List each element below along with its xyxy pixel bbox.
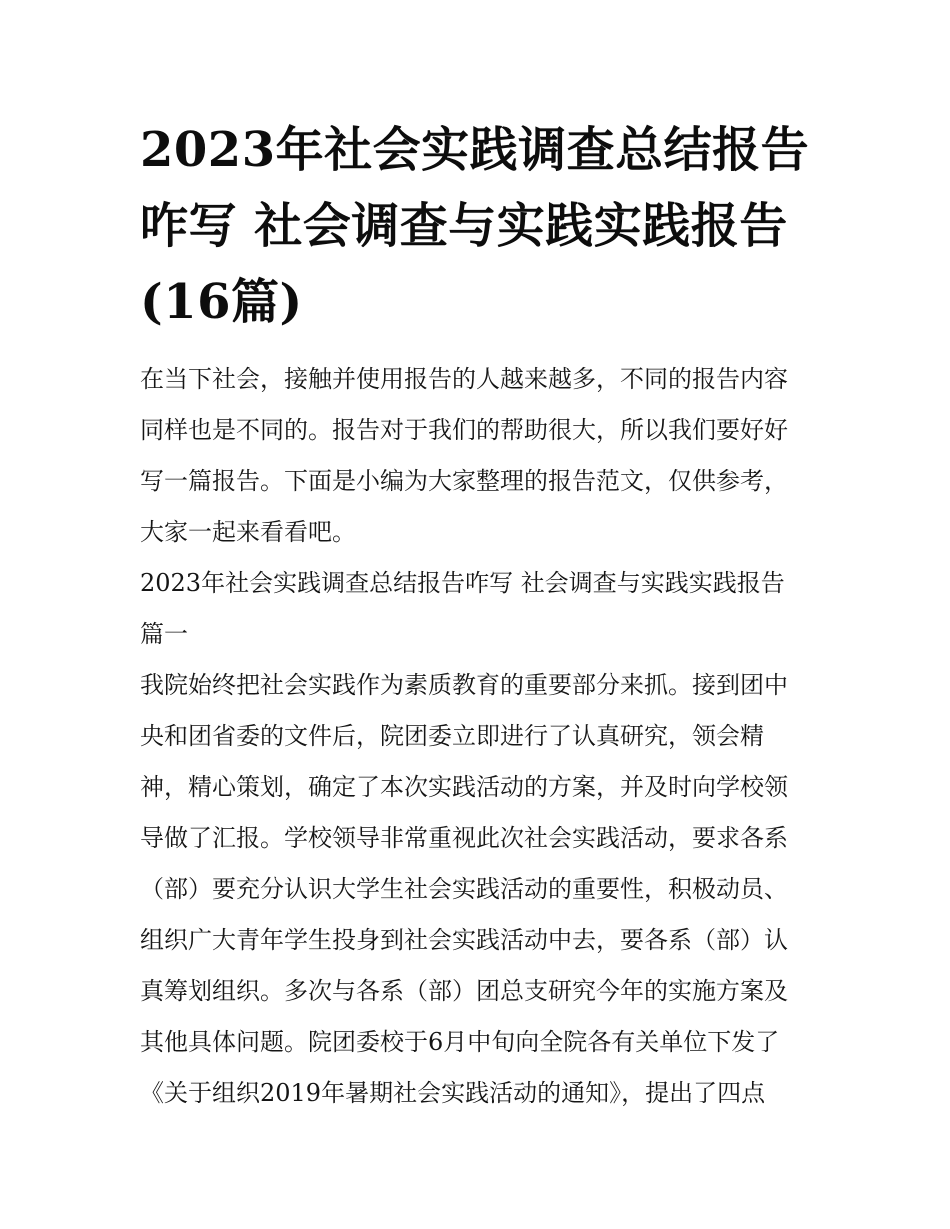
title-line: (16篇) [140, 274, 303, 330]
body-line: 组织广大青年学生投身到社会实践活动中去，要各系（部）认 [140, 926, 788, 954]
intro-line: 同样也是不同的。报告对于我们的帮助很大，所以我们要好好 [140, 416, 788, 444]
body-line: 我院始终把社会实践作为素质教育的重要部分来抓。接到团中 [140, 671, 788, 699]
document-title [140, 112, 820, 340]
intro-line: 大家一起来看看吧。 [140, 518, 356, 546]
body-line: 《关于组织2019年暑期社会实践活动的通知》，提出了四点 [140, 1079, 766, 1107]
intro-line: 写一篇报告。下面是小编为大家整理的报告范文，仅供参考， [140, 467, 788, 495]
document-page [140, 112, 820, 1119]
body-line: 央和团省委的文件后，院团委立即进行了认真研究，领会精 [140, 722, 764, 750]
section-heading [140, 558, 820, 660]
title-line: 2023年社会实践调查总结报告 [140, 122, 810, 178]
section-heading-line: 2023年社会实践调查总结报告咋写 社会调查与实践实践报告 [140, 569, 785, 597]
body-paragraph [140, 660, 820, 1119]
body-line: 真筹划组织。多次与各系（部）团总支研究今年的实施方案及 [140, 977, 788, 1005]
section-heading-line: 篇一 [140, 620, 188, 648]
intro-line: 在当下社会，接触并使用报告的人越来越多，不同的报告内容 [140, 365, 788, 393]
body-line: （部）要充分认识大学生社会实践活动的重要性，积极动员、 [140, 875, 788, 903]
body-line: 其他具体问题。院团委校于6月中旬向全院各有关单位下发了 [140, 1028, 780, 1056]
title-line: 咋写 社会调查与实践实践报告 [140, 198, 788, 254]
body-line: 神，精心策划，确定了本次实践活动的方案，并及时向学校领 [140, 773, 788, 801]
body-line: 导做了汇报。学校领导非常重视此次社会实践活动，要求各系 [140, 824, 788, 852]
intro-paragraph [140, 354, 820, 558]
